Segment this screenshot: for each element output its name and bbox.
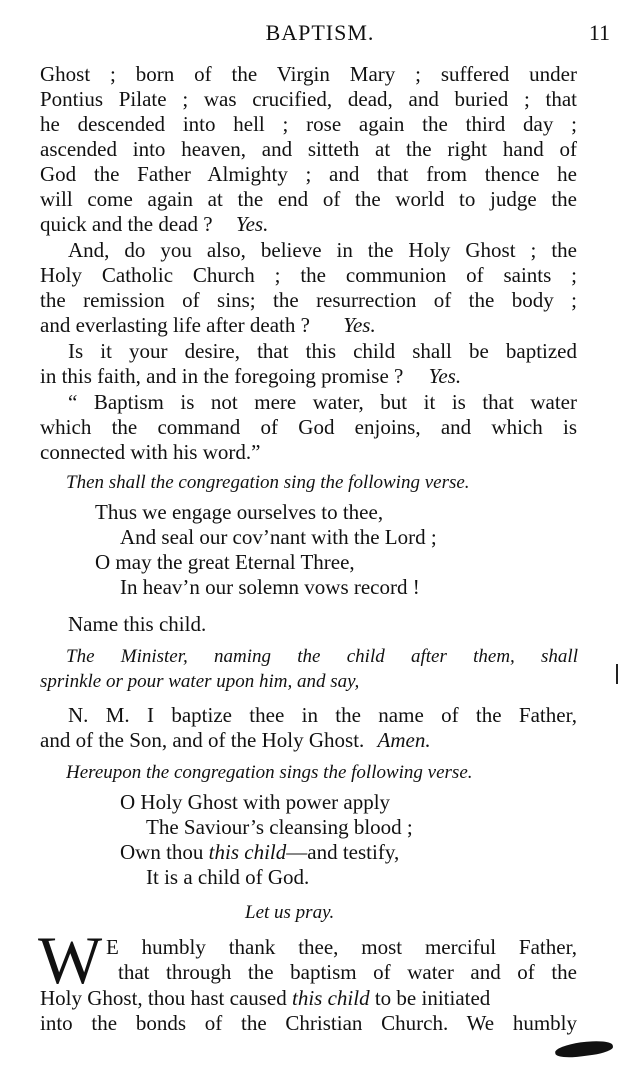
verse-line [120, 840, 399, 865]
response-yes: Yes. [235, 212, 269, 236]
text-line: Is it your desire, that this child shall be baptized [68, 339, 577, 363]
verse-line: It is a child of God. [146, 865, 310, 889]
text-line: God the Father Almighty ; and that from thence he [40, 162, 577, 186]
prayer-emphasis: this child [291, 986, 370, 1010]
text-line: Holy Catholic Church ; the communion of saints ; [40, 263, 577, 287]
verse-emphasis: this child [208, 840, 287, 864]
drop-cap: W [38, 922, 103, 998]
response-yes: Yes. [343, 313, 376, 337]
formula-line: N. M. I baptize thee in the name of the Father, [68, 703, 577, 727]
quote-line: connected with his word.” [40, 440, 261, 464]
text-line: will come again at the end of the world to judge the [40, 187, 577, 211]
verse-line: O may the great Eternal Three, [95, 550, 355, 574]
verse-text: Own thou [120, 840, 209, 864]
verse-line: The Saviour’s cleansing blood ; [146, 815, 413, 839]
question-text: and everlasting life after death ? [40, 313, 310, 337]
verse-line: Thus we engage ourselves to thee, [95, 500, 384, 524]
text-line [40, 212, 577, 237]
quote-line: “ Baptism is not mere water, but it is that water [68, 390, 577, 414]
text-line: And, do you also, believe in the Holy Ghost ; the [68, 238, 577, 262]
name-this-child: Name this child. [68, 612, 207, 636]
page-number: 11 [588, 20, 610, 45]
prayer-line [40, 986, 585, 1011]
prayer-line: that through the baptism of water and of the [118, 960, 577, 984]
verse-line: O Holy Ghost with power apply [120, 790, 391, 814]
let-us-pray: Let us pray. [245, 902, 335, 923]
text-line: he descended into hell ; rose again the third day ; [40, 112, 577, 136]
quote-line: which the command of God enjoins, and which is [40, 415, 577, 439]
prayer-text: Holy Ghost, thou hast caused [40, 986, 292, 1010]
text-line: ascended into heaven, and sitteth at the right hand of [40, 137, 577, 161]
verse-text: —and testify, [286, 840, 400, 864]
text-line: the remission of sins; the resurrection of the body ; [40, 288, 577, 312]
rubric: Hereupon the congregation sings the following verse. [66, 762, 473, 783]
text-line [40, 364, 577, 389]
text-line: Pontius Pilate ; was crucified, dead, and buried ; that [40, 87, 577, 111]
verse-line: And seal our cov’nant with the Lord ; [120, 525, 437, 549]
question-text: quick and the dead ? [40, 212, 213, 236]
formula-line [40, 728, 577, 753]
rubric: sprinkle or pour water upon him, and say, [40, 671, 360, 692]
text-line: Ghost ; born of the Virgin Mary ; suffered under [40, 62, 577, 86]
formula-text: and of the Son, and of the Holy Ghost. [40, 728, 365, 752]
verse-line: In heav’n our solemn vows record ! [120, 575, 420, 599]
question-text: in this faith, and in the foregoing promise ? [40, 364, 404, 388]
margin-mark [616, 664, 618, 684]
rubric: Then shall the congregation sing the following verse. [66, 472, 470, 493]
response-yes: Yes. [428, 364, 462, 388]
amen: Amen. [377, 728, 431, 752]
prayer-line: E humbly thank thee, most merciful Father, [106, 935, 577, 959]
ink-blot [554, 1038, 613, 1060]
prayer-line: into the bonds of the Christian Church. We humbly [40, 1011, 577, 1035]
prayer-text: to be initiated [369, 986, 491, 1010]
running-header [0, 16, 640, 46]
page-title: BAPTISM. [265, 20, 375, 45]
text-line [40, 313, 577, 338]
rubric: The Minister, naming the child after them, shall [66, 646, 578, 667]
